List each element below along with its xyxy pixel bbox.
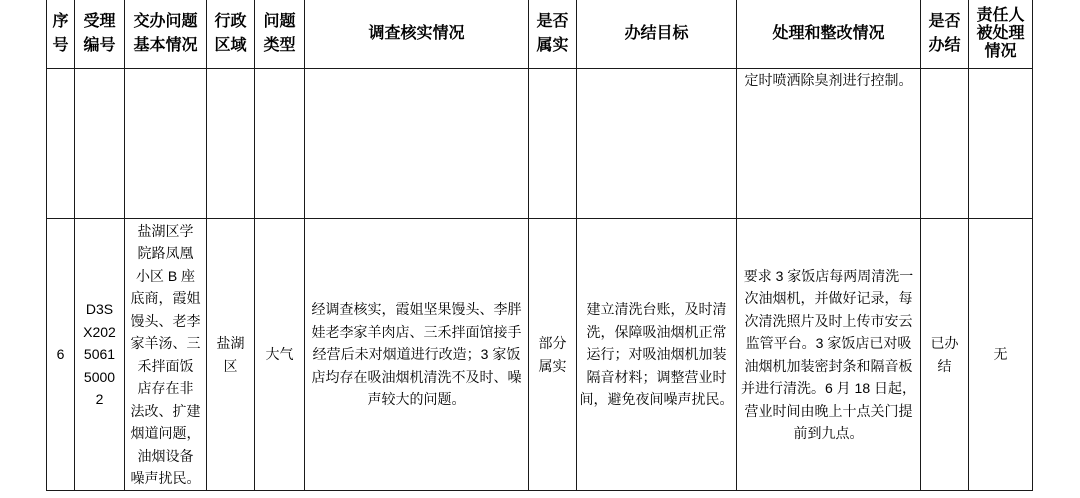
- header-problem: [125, 0, 207, 69]
- header-investigation: [305, 0, 529, 69]
- cell-type: [255, 219, 305, 491]
- case-no-line: D3S: [85, 301, 114, 318]
- district-line: 区: [223, 357, 238, 374]
- header-type-line: 问题: [263, 12, 296, 30]
- cell-case-no: [75, 219, 125, 491]
- case-no-line: 5000: [83, 368, 116, 385]
- cell-goal: [577, 69, 737, 219]
- header-case-no-line: 编号: [83, 36, 116, 54]
- handling-line: 要求 3 家饭店每两周清洗一: [743, 267, 914, 284]
- header-district: [207, 0, 255, 69]
- case-no-line: 5061: [83, 346, 116, 363]
- cell-completed: [921, 219, 969, 491]
- cell-seq: [47, 219, 75, 491]
- header-seq-line: 号: [52, 36, 69, 54]
- verified-line: 属实: [538, 357, 567, 374]
- complaint-table: [46, 0, 1033, 491]
- problem-line: 噪声扰民。: [130, 470, 201, 486]
- handling-line: 次油烟机，并做好记录，每: [744, 290, 913, 306]
- header-completed: [921, 0, 969, 69]
- goal-line: 运行；对吸油烟机加装: [586, 346, 727, 363]
- header-problem-line: 基本情况: [133, 36, 198, 54]
- cell-verified: [529, 219, 577, 491]
- header-handling: [737, 0, 921, 69]
- seq-value: 6: [56, 346, 65, 363]
- problem-line: 家羊汤、三: [130, 335, 201, 351]
- header-district-line: 区域: [214, 36, 247, 54]
- case-no-line: 2: [95, 391, 104, 408]
- problem-line: 法改、扩建: [130, 402, 201, 419]
- problem-line: 馒头、老李: [130, 312, 201, 329]
- goal-line: 隔音材料；调整营业时: [586, 368, 727, 385]
- header-type: [255, 0, 305, 69]
- header-investigation-line: 调查核实情况: [368, 24, 465, 42]
- cell-type: [255, 69, 305, 219]
- investigation-line: 娃老李家羊肉店、三禾拌面馆接手: [311, 323, 522, 340]
- completed-line: 结: [937, 357, 952, 374]
- header-case-no-line: 受理: [83, 12, 116, 30]
- problem-line: 底商，霞姐: [130, 290, 201, 306]
- investigation-line: 经营后未对烟道进行改造；3 家饭: [312, 346, 521, 363]
- investigation-line: 声较大的问题。: [367, 391, 466, 408]
- header-accountability-line: 情况: [984, 42, 1017, 60]
- cell-handling: [737, 69, 921, 219]
- type-value: 大气: [265, 346, 294, 363]
- handling-line: 并进行清洗。6 月 18 日起，: [740, 380, 917, 396]
- header-case-no: [75, 0, 125, 69]
- problem-line: 油烟设备: [137, 447, 194, 464]
- problem-line: 院路凤凰: [137, 245, 194, 261]
- handling-line: 定时喷洒除臭剂进行控制。: [744, 72, 913, 88]
- cell-seq: [47, 69, 75, 219]
- header-goal-line: 办结目标: [624, 24, 689, 42]
- cell-problem: [125, 219, 207, 491]
- table-row: [47, 219, 1033, 491]
- cell-investigation: [305, 219, 529, 491]
- header-seq-line: 序: [52, 12, 69, 30]
- header-accountability: [969, 0, 1033, 69]
- cell-accountability: [969, 69, 1033, 219]
- completed-line: 已办: [930, 335, 959, 351]
- cell-handling: [737, 219, 921, 491]
- goal-line: 建立清洗台账，及时清: [586, 301, 727, 318]
- district-line: 盐湖: [216, 335, 245, 351]
- goal-line: 间，避免夜间噪声扰民。: [579, 391, 734, 408]
- problem-line: 烟道问题，: [130, 425, 201, 441]
- case-no-line: X202: [83, 323, 116, 340]
- problem-line: 禾拌面饭: [137, 357, 194, 374]
- cell-accountability: [969, 219, 1033, 491]
- investigation-line: 经调查核实，霞姐坚果馒头、李胖: [311, 301, 522, 318]
- problem-line: 盐湖区学: [137, 222, 194, 239]
- verified-line: 部分: [538, 335, 567, 351]
- header-row: [47, 0, 1033, 69]
- problem-line: 店存在非: [137, 380, 194, 396]
- header-district-line: 行政: [214, 12, 247, 30]
- cell-district: [207, 219, 255, 491]
- cell-case-no: [75, 69, 125, 219]
- header-completed-line: 是否: [928, 12, 961, 30]
- accountability-value: 无: [993, 346, 1008, 363]
- investigation-line: 店均存在吸油烟机清洗不及时、噪: [311, 368, 522, 385]
- problem-line: 小区 B 座: [135, 267, 196, 284]
- table-row: [47, 69, 1033, 219]
- header-seq: [47, 0, 75, 69]
- header-problem-line: 交办问题: [133, 12, 198, 30]
- header-verified-line: 是否: [536, 12, 569, 30]
- header-accountability-line: 被处理: [976, 24, 1025, 42]
- goal-line: 洗，保障吸油烟机正常: [586, 323, 727, 340]
- header-verified: [529, 0, 577, 69]
- cell-completed: [921, 69, 969, 219]
- header-goal: [577, 0, 737, 69]
- handling-line: 监管平台。3 家饭店已对吸: [745, 335, 912, 351]
- handling-line: 油烟机加装密封条和隔音板: [744, 357, 913, 374]
- header-handling-line: 处理和整改情况: [772, 24, 885, 42]
- cell-district: [207, 69, 255, 219]
- header-completed-line: 办结: [928, 36, 961, 54]
- header-type-line: 类型: [263, 36, 296, 54]
- handling-line: 营业时间由晚上十点关门提: [744, 402, 913, 419]
- header-accountability-line: 责任人: [976, 6, 1025, 24]
- cell-investigation: [305, 69, 529, 219]
- cell-problem: [125, 69, 207, 219]
- handling-line: 前到九点。: [793, 425, 864, 441]
- cell-verified: [529, 69, 577, 219]
- cell-goal: [577, 219, 737, 491]
- handling-line: 次清洗照片及时上传市安云: [744, 312, 913, 329]
- header-verified-line: 属实: [536, 36, 569, 54]
